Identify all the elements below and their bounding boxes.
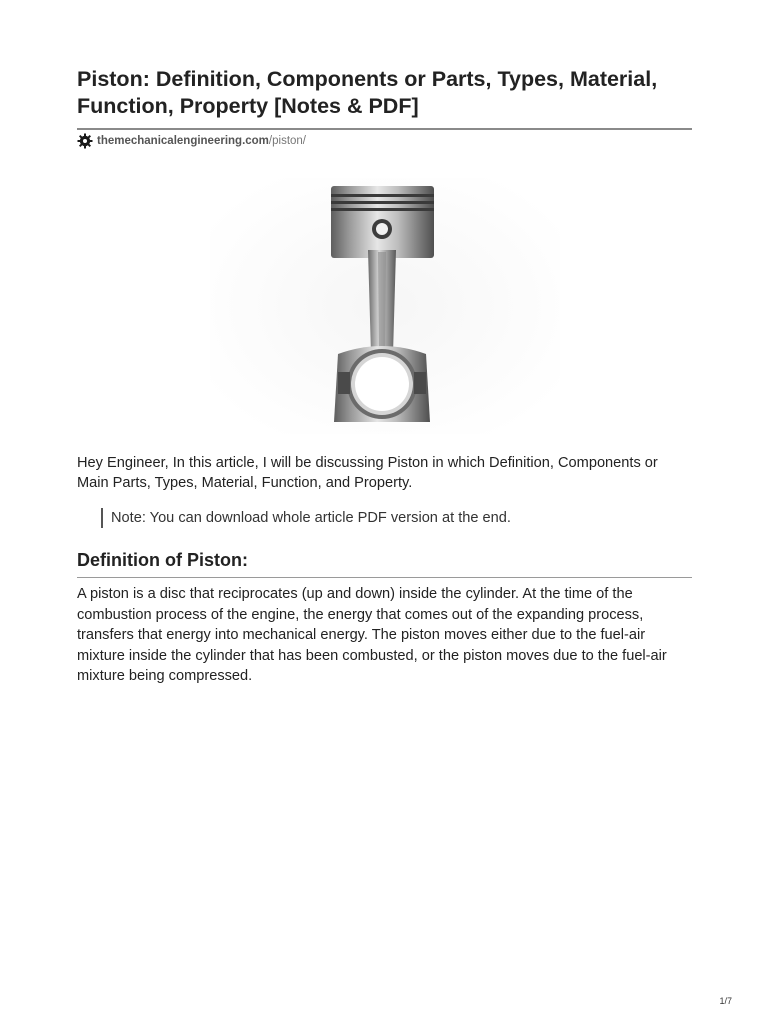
page-number: 1/7 [719, 996, 732, 1006]
source-domain[interactable]: themechanicalengineering.com [97, 135, 269, 147]
section-heading: Definition of Piston: [77, 550, 248, 570]
download-note: Note: You can download whole article PDF version at the end. [101, 508, 511, 528]
title-divider [77, 128, 692, 130]
source-link[interactable] [77, 133, 306, 149]
section-divider [77, 577, 692, 578]
intro-paragraph: Hey Engineer, In this article, I will be discussing Piston in which Definition, Components or Main Parts, Types, Material, Function, and Property. [77, 455, 658, 491]
definition-paragraph: A piston is a disc that reciprocates (up and down) inside the cylinder. At the time of the combustion process of the engine, the energy that comes out of the expanding process, transfers that energy into mechanical energy. The piston moves either due to the fuel-air mixture inside the cylinder that has been combusted, or the piston moves due to the fuel-air mixture being compressed. [77, 586, 667, 684]
article-title: Piston: Definition, Components or Parts, Types, Material, Function, Property [Notes & PDF] [77, 67, 658, 118]
piston-connecting-rod-illustration [210, 178, 560, 434]
source-path[interactable]: /piston/ [268, 135, 306, 147]
gear-icon [77, 133, 93, 149]
